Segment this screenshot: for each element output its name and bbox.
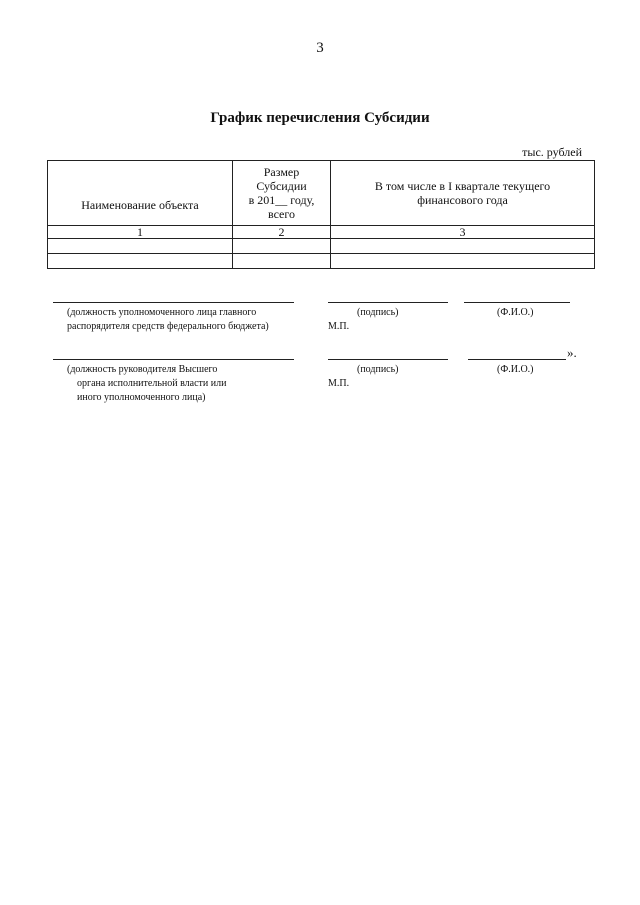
signature-caption-1: (подпись) (357, 307, 399, 318)
position-line-1 (53, 302, 294, 303)
stamp-label-1: М.П. (328, 321, 350, 332)
position-line-2 (53, 359, 294, 360)
header-subsidy-amount: Размер Субсидии в 201__ году, всего (233, 161, 331, 226)
column-number: 3 (331, 226, 595, 239)
table-row (48, 254, 595, 269)
signature-line-2 (328, 359, 448, 360)
column-number: 2 (233, 226, 331, 239)
table-row (48, 239, 595, 254)
name-caption-2: (Ф.И.О.) (497, 364, 534, 375)
name-caption-1: (Ф.И.О.) (497, 307, 534, 318)
column-numbers-row (48, 226, 595, 239)
table-cell (48, 254, 233, 269)
table-cell (331, 254, 595, 269)
table-header-row (48, 161, 595, 226)
signature-caption-2: (подпись) (357, 364, 399, 375)
position-caption-1: (должность уполномоченного лица главного распорядителя средств федерального бюджета) (67, 307, 269, 332)
column-number: 1 (48, 226, 233, 239)
closing-quote: ». (567, 345, 577, 360)
position-caption-2: (должность руководителя Высшего органа исполнительной власти или иного уполномоченного лица) (67, 364, 227, 403)
subsidy-schedule-table (47, 160, 595, 269)
header-object-name: Наименование объекта (48, 161, 233, 226)
table-cell (233, 254, 331, 269)
header-first-quarter: В том числе в I квартале текущего финансового года (331, 161, 595, 226)
table-cell (48, 239, 233, 254)
page-number: 3 (316, 40, 324, 56)
name-line-1 (464, 302, 570, 303)
units-label: тыс. рублей (522, 145, 582, 159)
page-title: График перечисления Субсидии (210, 110, 430, 126)
name-line-2 (468, 359, 566, 360)
table-cell (331, 239, 595, 254)
signature-line-1 (328, 302, 448, 303)
table-cell (233, 239, 331, 254)
stamp-label-2: М.П. (328, 378, 350, 389)
